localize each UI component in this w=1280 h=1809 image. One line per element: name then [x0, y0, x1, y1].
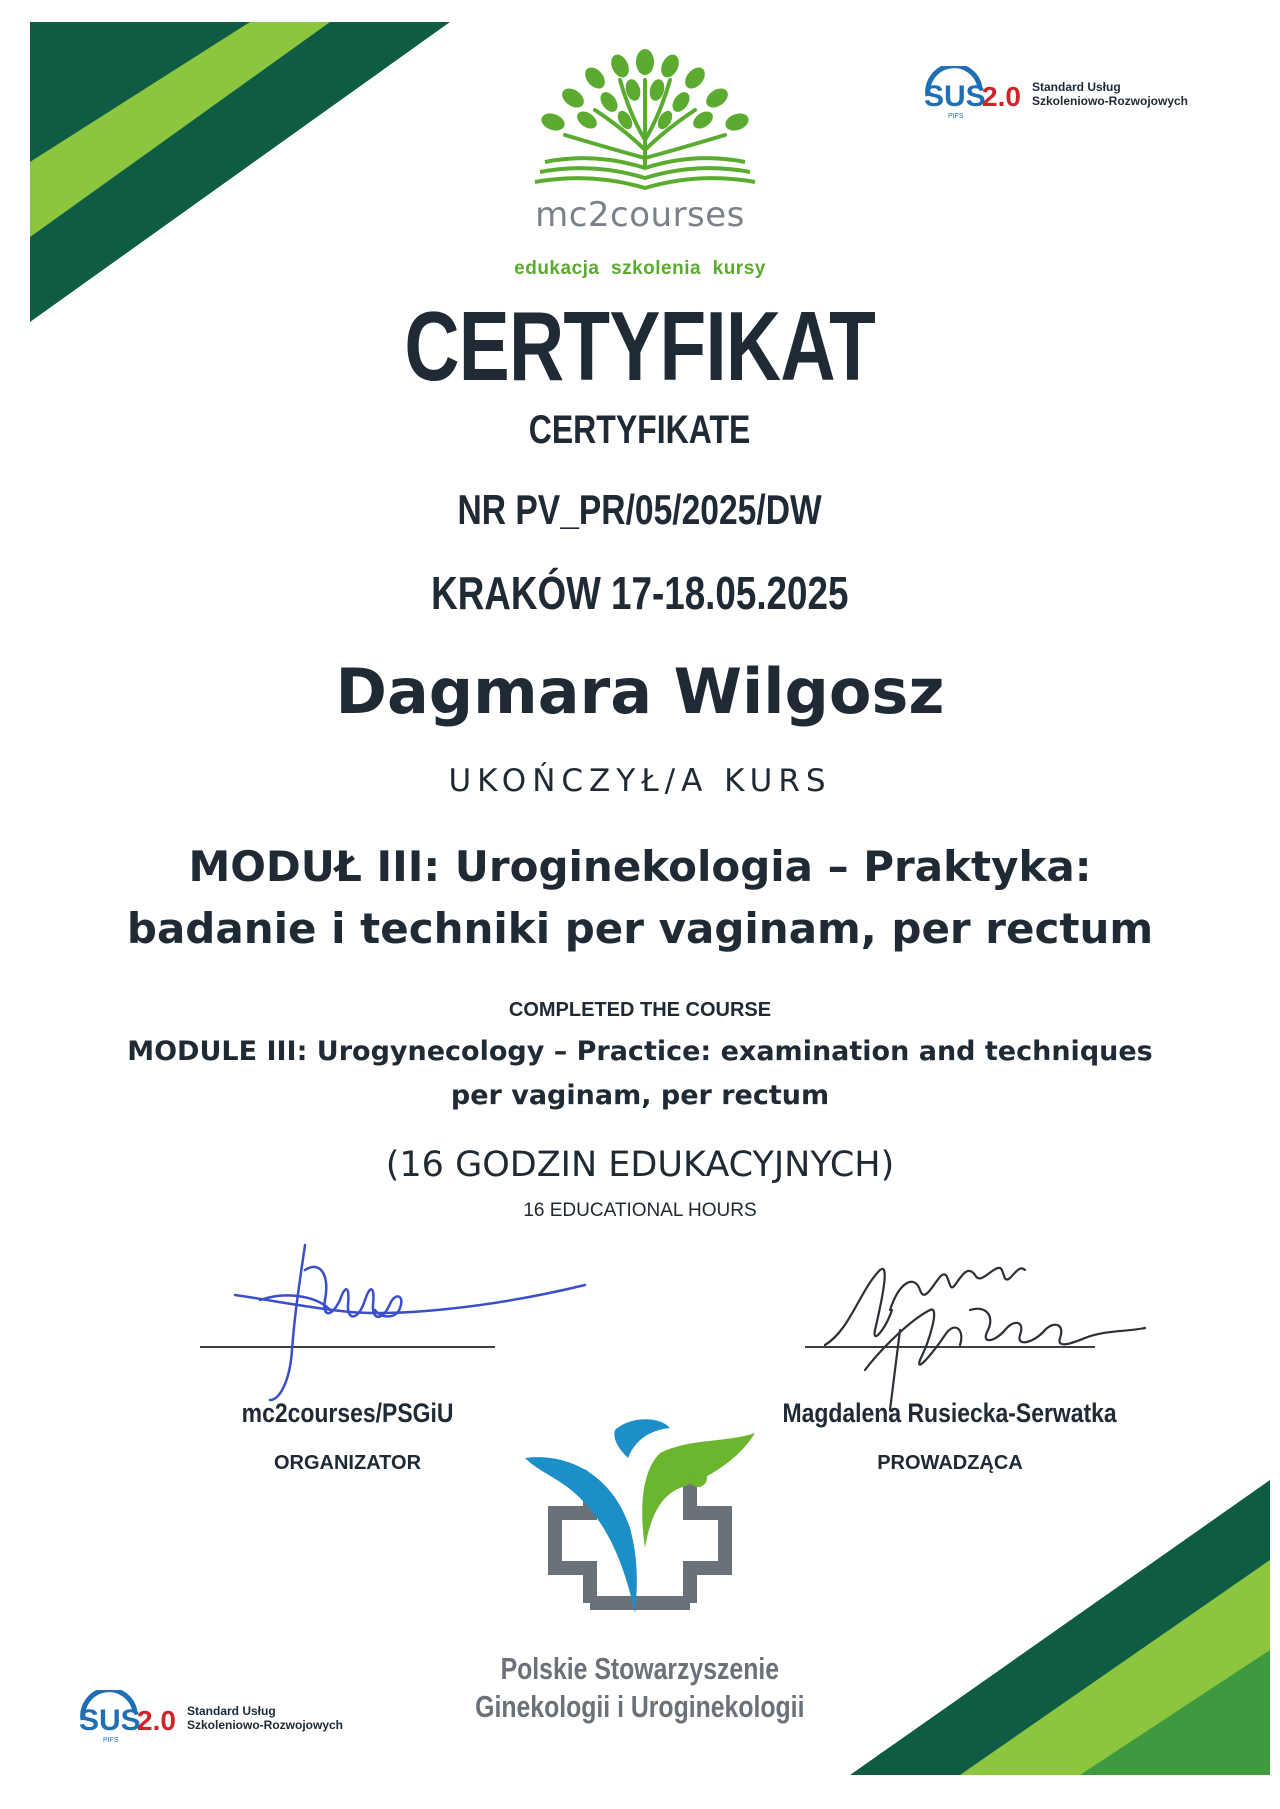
instructor-name: Magdalena Rusiecka-Serwatka: [782, 1398, 1118, 1428]
organizer-role: ORGANIZATOR: [273, 1452, 422, 1474]
sus-badge-top: [920, 66, 1220, 122]
psgiu-name-line1: Polskie Stowarzyszenie: [500, 1651, 780, 1686]
course-title-en-line1: MODULE III: Urogynecology – Practice: examination and techniques: [127, 1036, 1153, 1067]
sus-line2: Szkoleniowo-Rozwojowych: [187, 1718, 344, 1732]
course-title-en-line2: per vaginam, per rectum: [450, 1080, 830, 1111]
hours-pl: (16 GODZIN EDUKACYJNYCH): [385, 1145, 895, 1185]
hours-en: 16 EDUCATIONAL HOURS: [523, 1200, 757, 1221]
sus-logo-icon: [920, 66, 1030, 122]
signature-right: [820, 1250, 1150, 1420]
course-title-pl-line1: MODUŁ III: Uroginekologia – Praktyka:: [188, 842, 1092, 891]
completed-course-pl: UKOŃCZYŁ/A KURS: [448, 763, 832, 799]
organizer-name: mc2courses/PSGiU: [241, 1398, 454, 1428]
sus-line2: Szkoleniowo-Rozwojowych: [1032, 94, 1189, 108]
certificate-number: NR PV_PR/05/2025/DW: [457, 486, 823, 533]
signature-left: [230, 1240, 590, 1410]
sus-badge-bottom: [75, 1690, 375, 1746]
sus-letters: SUS: [79, 1704, 141, 1737]
recipient-name: Dagmara Wilgosz: [335, 655, 945, 728]
sus-logo-icon: [75, 1690, 185, 1746]
psgiu-name-line2: Ginekologii i Uroginekologii: [475, 1689, 805, 1724]
sus-line1: Standard Usług: [187, 1704, 276, 1718]
sus-pifs: PIFS: [103, 1737, 119, 1744]
instructor-role: PROWADZĄCA: [877, 1452, 1023, 1474]
brand-name: mc2courses: [535, 195, 745, 235]
completed-course-en: COMPLETED THE COURSE: [508, 999, 772, 1021]
psgiu-cross-figure-icon: [520, 1418, 760, 1638]
tree-book-icon: [525, 40, 765, 195]
sus-line1: Standard Usług: [1032, 80, 1121, 94]
sus-letters: SUS: [924, 80, 986, 113]
sus-pifs: PIFS: [948, 113, 964, 120]
sus-version: 2.0: [137, 1705, 176, 1736]
certificate-title-en: CERTYFIKATE: [529, 408, 751, 452]
brand-tagline: edukacja szkolenia kursy: [514, 258, 766, 279]
sus-version: 2.0: [982, 81, 1021, 112]
course-title-pl-line2: badanie i techniki per vaginam, per rectum: [126, 904, 1154, 953]
certificate-title: CERTYFIKAT: [404, 291, 876, 401]
place-date: KRAKÓW 17-18.05.2025: [431, 567, 849, 619]
corner-decoration-bottom-right: [850, 1480, 1270, 1775]
